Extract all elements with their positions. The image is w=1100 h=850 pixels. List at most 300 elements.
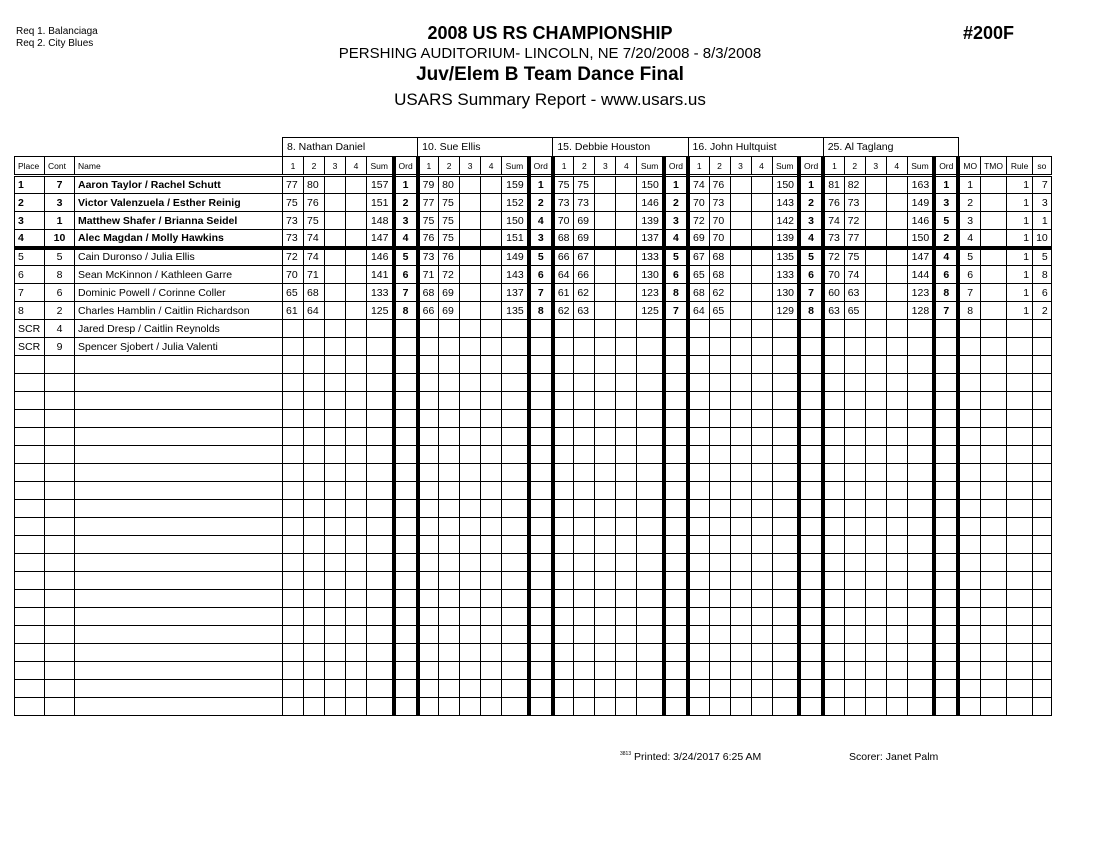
score-4 [751, 320, 772, 338]
score-2: 75 [439, 194, 460, 212]
score-1: 65 [688, 266, 709, 284]
score-3 [865, 302, 886, 320]
score-2 [439, 626, 460, 644]
score-4 [751, 410, 772, 428]
score-3 [460, 572, 481, 590]
so-cell [1033, 410, 1052, 428]
score-4 [616, 500, 637, 518]
score-1: 77 [418, 194, 439, 212]
cont-cell [45, 500, 75, 518]
score-2 [574, 572, 595, 590]
score-1 [553, 374, 574, 392]
so-cell [1033, 356, 1052, 374]
score-3 [865, 680, 886, 698]
score-3 [460, 248, 481, 266]
mo-cell: 2 [958, 194, 980, 212]
rule-cell [1007, 680, 1033, 698]
score-1 [553, 608, 574, 626]
score-4 [346, 500, 367, 518]
empty-row [15, 482, 1052, 500]
table-row [15, 176, 1052, 194]
sum-cell: 141 [367, 266, 394, 284]
col-header-score-3: 3 [730, 157, 751, 176]
score-1 [823, 464, 844, 482]
sum-cell [637, 464, 664, 482]
tmo-cell [981, 554, 1007, 572]
score-4 [886, 176, 907, 194]
sum-cell [367, 680, 394, 698]
score-4 [481, 626, 502, 644]
sum-cell [367, 608, 394, 626]
ordinal-cell [664, 320, 688, 338]
place-cell: SCR [15, 320, 45, 338]
score-4 [481, 356, 502, 374]
score-2 [304, 698, 325, 716]
score-1 [283, 590, 304, 608]
ordinal-cell [394, 698, 418, 716]
score-3 [730, 482, 751, 500]
score-4 [886, 644, 907, 662]
score-4 [346, 446, 367, 464]
ordinal-cell: 6 [529, 266, 553, 284]
ordinal-cell [934, 626, 958, 644]
score-2: 69 [574, 212, 595, 230]
cont-cell: 10 [45, 230, 75, 248]
score-2: 72 [439, 266, 460, 284]
ordinal-cell [394, 644, 418, 662]
sum-cell [772, 410, 799, 428]
score-1 [823, 338, 844, 356]
sum-cell [772, 482, 799, 500]
place-cell: 3 [15, 212, 45, 230]
ordinal-cell: 3 [934, 194, 958, 212]
so-cell [1033, 320, 1052, 338]
place-cell [15, 698, 45, 716]
place-cell [15, 482, 45, 500]
mo-cell [958, 320, 980, 338]
score-4 [751, 446, 772, 464]
place-cell [15, 626, 45, 644]
sum-cell [367, 662, 394, 680]
col-header-tmo: TMO [981, 157, 1007, 176]
score-3 [460, 626, 481, 644]
score-3 [325, 626, 346, 644]
score-3 [595, 644, 616, 662]
score-1 [823, 374, 844, 392]
sum-cell [367, 392, 394, 410]
rule-cell [1007, 536, 1033, 554]
score-4 [886, 500, 907, 518]
score-3 [595, 482, 616, 500]
mo-cell [958, 482, 980, 500]
score-3 [460, 662, 481, 680]
ordinal-cell: 1 [799, 176, 823, 194]
sum-cell [502, 662, 529, 680]
score-1 [283, 320, 304, 338]
score-4 [481, 194, 502, 212]
score-1 [688, 680, 709, 698]
score-4 [616, 662, 637, 680]
score-2 [304, 428, 325, 446]
sum-cell: 151 [502, 230, 529, 248]
tmo-cell [981, 374, 1007, 392]
score-1 [823, 626, 844, 644]
rule-cell [1007, 518, 1033, 536]
score-4 [751, 644, 772, 662]
score-4 [886, 428, 907, 446]
sum-cell: 135 [772, 248, 799, 266]
place-cell: 1 [15, 176, 45, 194]
skater-name [75, 698, 283, 716]
score-3 [460, 680, 481, 698]
ordinal-cell [529, 644, 553, 662]
tmo-cell [981, 392, 1007, 410]
col-header-ord: Ord [799, 157, 823, 176]
score-4 [616, 410, 637, 428]
score-1 [283, 428, 304, 446]
score-1 [688, 590, 709, 608]
ordinal-cell: 3 [799, 212, 823, 230]
score-2 [574, 626, 595, 644]
ordinal-cell: 3 [529, 230, 553, 248]
score-4 [481, 320, 502, 338]
cont-cell: 1 [45, 212, 75, 230]
ordinal-cell [799, 356, 823, 374]
col-header-score-4: 4 [616, 157, 637, 176]
ordinal-cell [529, 446, 553, 464]
score-1 [553, 410, 574, 428]
rule-cell: 1 [1007, 176, 1033, 194]
so-cell: 8 [1033, 266, 1052, 284]
score-2 [574, 320, 595, 338]
score-4 [886, 626, 907, 644]
empty-row [15, 590, 1052, 608]
sum-cell [502, 698, 529, 716]
sum-cell [907, 554, 934, 572]
score-2 [709, 428, 730, 446]
score-2 [304, 482, 325, 500]
tmo-cell [981, 266, 1007, 284]
score-3 [730, 464, 751, 482]
score-1 [688, 554, 709, 572]
score-4 [481, 698, 502, 716]
ordinal-cell [799, 698, 823, 716]
sum-cell [637, 680, 664, 698]
score-3 [865, 626, 886, 644]
ordinal-cell [934, 464, 958, 482]
sum-cell: 139 [772, 230, 799, 248]
score-1: 63 [823, 302, 844, 320]
col-header-score-3: 3 [865, 157, 886, 176]
score-4 [481, 662, 502, 680]
tmo-cell [981, 248, 1007, 266]
score-3 [325, 410, 346, 428]
sum-cell [637, 518, 664, 536]
ordinal-cell [799, 626, 823, 644]
score-2 [304, 590, 325, 608]
score-2 [844, 572, 865, 590]
sum-cell: 150 [772, 176, 799, 194]
score-2: 73 [709, 194, 730, 212]
skater-name: Alec Magdan / Molly Hawkins [75, 230, 283, 248]
place-cell [15, 662, 45, 680]
score-2 [709, 482, 730, 500]
sum-cell: 130 [637, 266, 664, 284]
col-header-rule: Rule [1007, 157, 1033, 176]
ordinal-cell [664, 428, 688, 446]
score-3 [730, 248, 751, 266]
score-1 [823, 428, 844, 446]
score-1 [553, 536, 574, 554]
score-4 [751, 338, 772, 356]
score-4 [751, 284, 772, 302]
scorer-info: Scorer: Janet Palm [849, 751, 939, 763]
ordinal-cell: 4 [529, 212, 553, 230]
score-3 [865, 230, 886, 248]
score-4 [886, 572, 907, 590]
ordinal-cell [799, 464, 823, 482]
score-2 [844, 662, 865, 680]
col-header-score-1: 1 [823, 157, 844, 176]
sum-cell: 147 [367, 230, 394, 248]
score-2 [844, 554, 865, 572]
ordinal-cell [529, 698, 553, 716]
score-2 [709, 608, 730, 626]
tmo-cell [981, 500, 1007, 518]
score-2: 68 [709, 248, 730, 266]
score-3 [595, 356, 616, 374]
so-cell: 6 [1033, 284, 1052, 302]
ordinal-cell [529, 554, 553, 572]
sum-cell [367, 464, 394, 482]
score-2: 80 [304, 176, 325, 194]
ordinal-cell [934, 320, 958, 338]
sum-cell [772, 608, 799, 626]
sum-cell [772, 446, 799, 464]
score-2 [844, 374, 865, 392]
score-3 [595, 662, 616, 680]
sum-cell [907, 446, 934, 464]
sum-cell [502, 500, 529, 518]
score-1 [553, 644, 574, 662]
mo-cell [958, 428, 980, 446]
score-3 [730, 230, 751, 248]
score-1: 77 [283, 176, 304, 194]
score-2: 75 [439, 212, 460, 230]
sum-cell [502, 608, 529, 626]
score-3 [460, 230, 481, 248]
ordinal-cell [529, 356, 553, 374]
table-row [15, 320, 1052, 338]
score-3 [730, 518, 751, 536]
sum-cell [502, 464, 529, 482]
score-3 [325, 374, 346, 392]
score-3 [460, 590, 481, 608]
score-1 [553, 554, 574, 572]
score-4 [346, 428, 367, 446]
ordinal-cell [934, 680, 958, 698]
empty-row [15, 626, 1052, 644]
col-header-place: Place [15, 157, 45, 176]
score-3 [865, 338, 886, 356]
ordinal-cell [529, 590, 553, 608]
sum-cell: 144 [907, 266, 934, 284]
tmo-cell [981, 230, 1007, 248]
score-1 [688, 662, 709, 680]
score-4 [751, 608, 772, 626]
score-2 [439, 428, 460, 446]
score-4 [616, 698, 637, 716]
ordinal-cell: 4 [664, 230, 688, 248]
score-3 [865, 194, 886, 212]
score-1: 62 [553, 302, 574, 320]
score-3 [865, 554, 886, 572]
ordinal-cell [664, 446, 688, 464]
score-2 [304, 608, 325, 626]
score-4 [886, 464, 907, 482]
score-2 [574, 392, 595, 410]
score-1 [553, 356, 574, 374]
score-4 [886, 320, 907, 338]
skater-name: Jared Dresp / Caitlin Reynolds [75, 320, 283, 338]
ordinal-cell [664, 356, 688, 374]
score-3 [460, 212, 481, 230]
score-1 [688, 356, 709, 374]
score-2 [439, 482, 460, 500]
score-2 [439, 320, 460, 338]
sum-cell [502, 482, 529, 500]
ordinal-cell: 8 [664, 284, 688, 302]
col-header-ord: Ord [934, 157, 958, 176]
score-1 [283, 644, 304, 662]
sum-cell: 150 [907, 230, 934, 248]
score-4 [481, 500, 502, 518]
venue-dates: PERSHING AUDITORIUM- LINCOLN, NE 7/20/2008 - 8/3/2008 [338, 45, 762, 62]
sum-cell [907, 644, 934, 662]
score-1: 79 [418, 176, 439, 194]
score-2 [304, 320, 325, 338]
score-4 [481, 446, 502, 464]
ordinal-cell [799, 554, 823, 572]
score-2: 75 [304, 212, 325, 230]
score-1 [823, 536, 844, 554]
score-1 [688, 626, 709, 644]
ordinal-cell [529, 464, 553, 482]
ordinal-cell [664, 680, 688, 698]
score-2 [574, 500, 595, 518]
score-3 [730, 338, 751, 356]
sum-cell [502, 626, 529, 644]
score-3 [325, 284, 346, 302]
score-4 [886, 698, 907, 716]
rule-cell [1007, 572, 1033, 590]
sum-cell [367, 698, 394, 716]
skater-name [75, 590, 283, 608]
score-1 [283, 356, 304, 374]
mo-cell [958, 500, 980, 518]
score-1 [688, 374, 709, 392]
score-3 [460, 518, 481, 536]
score-3 [460, 194, 481, 212]
ordinal-cell [934, 518, 958, 536]
score-3 [865, 392, 886, 410]
score-2: 69 [574, 230, 595, 248]
score-4 [886, 212, 907, 230]
sum-cell [907, 536, 934, 554]
score-2 [304, 680, 325, 698]
score-4 [481, 302, 502, 320]
score-3 [595, 446, 616, 464]
score-1: 72 [823, 248, 844, 266]
score-3 [730, 572, 751, 590]
ordinal-cell [799, 500, 823, 518]
tmo-cell [981, 464, 1007, 482]
score-4 [751, 536, 772, 554]
score-1 [418, 374, 439, 392]
ordinal-cell [529, 680, 553, 698]
score-3 [325, 680, 346, 698]
place-cell [15, 518, 45, 536]
score-3 [730, 428, 751, 446]
ordinal-cell: 4 [934, 248, 958, 266]
rule-cell [1007, 554, 1033, 572]
score-2: 62 [709, 284, 730, 302]
score-2 [709, 572, 730, 590]
sum-cell: 148 [367, 212, 394, 230]
score-1 [418, 392, 439, 410]
col-header-ord: Ord [394, 157, 418, 176]
ordinal-cell [934, 536, 958, 554]
score-4 [751, 194, 772, 212]
ordinal-cell [529, 338, 553, 356]
score-1 [283, 392, 304, 410]
score-4 [616, 626, 637, 644]
cont-cell: 6 [45, 284, 75, 302]
rule-cell [1007, 662, 1033, 680]
ordinal-cell [529, 608, 553, 626]
ordinal-cell [664, 662, 688, 680]
sum-cell [502, 446, 529, 464]
ordinal-cell: 2 [799, 194, 823, 212]
ordinal-cell: 7 [934, 302, 958, 320]
score-4 [886, 230, 907, 248]
sum-cell [367, 590, 394, 608]
ordinal-cell [934, 662, 958, 680]
score-4 [751, 248, 772, 266]
skater-name [75, 374, 283, 392]
cont-cell [45, 410, 75, 428]
score-1: 61 [283, 302, 304, 320]
score-2: 77 [844, 230, 865, 248]
ordinal-cell [394, 464, 418, 482]
request-2: Req 2. City Blues [16, 38, 94, 49]
score-2: 70 [709, 212, 730, 230]
score-2 [709, 356, 730, 374]
place-cell [15, 410, 45, 428]
sum-cell [502, 572, 529, 590]
place-cell [15, 500, 45, 518]
score-1 [283, 482, 304, 500]
table-row [15, 338, 1052, 356]
place-cell: 5 [15, 248, 45, 266]
ordinal-cell [664, 644, 688, 662]
score-2 [709, 500, 730, 518]
so-cell [1033, 554, 1052, 572]
score-1 [553, 338, 574, 356]
tmo-cell [981, 410, 1007, 428]
score-1: 60 [823, 284, 844, 302]
score-3 [460, 320, 481, 338]
